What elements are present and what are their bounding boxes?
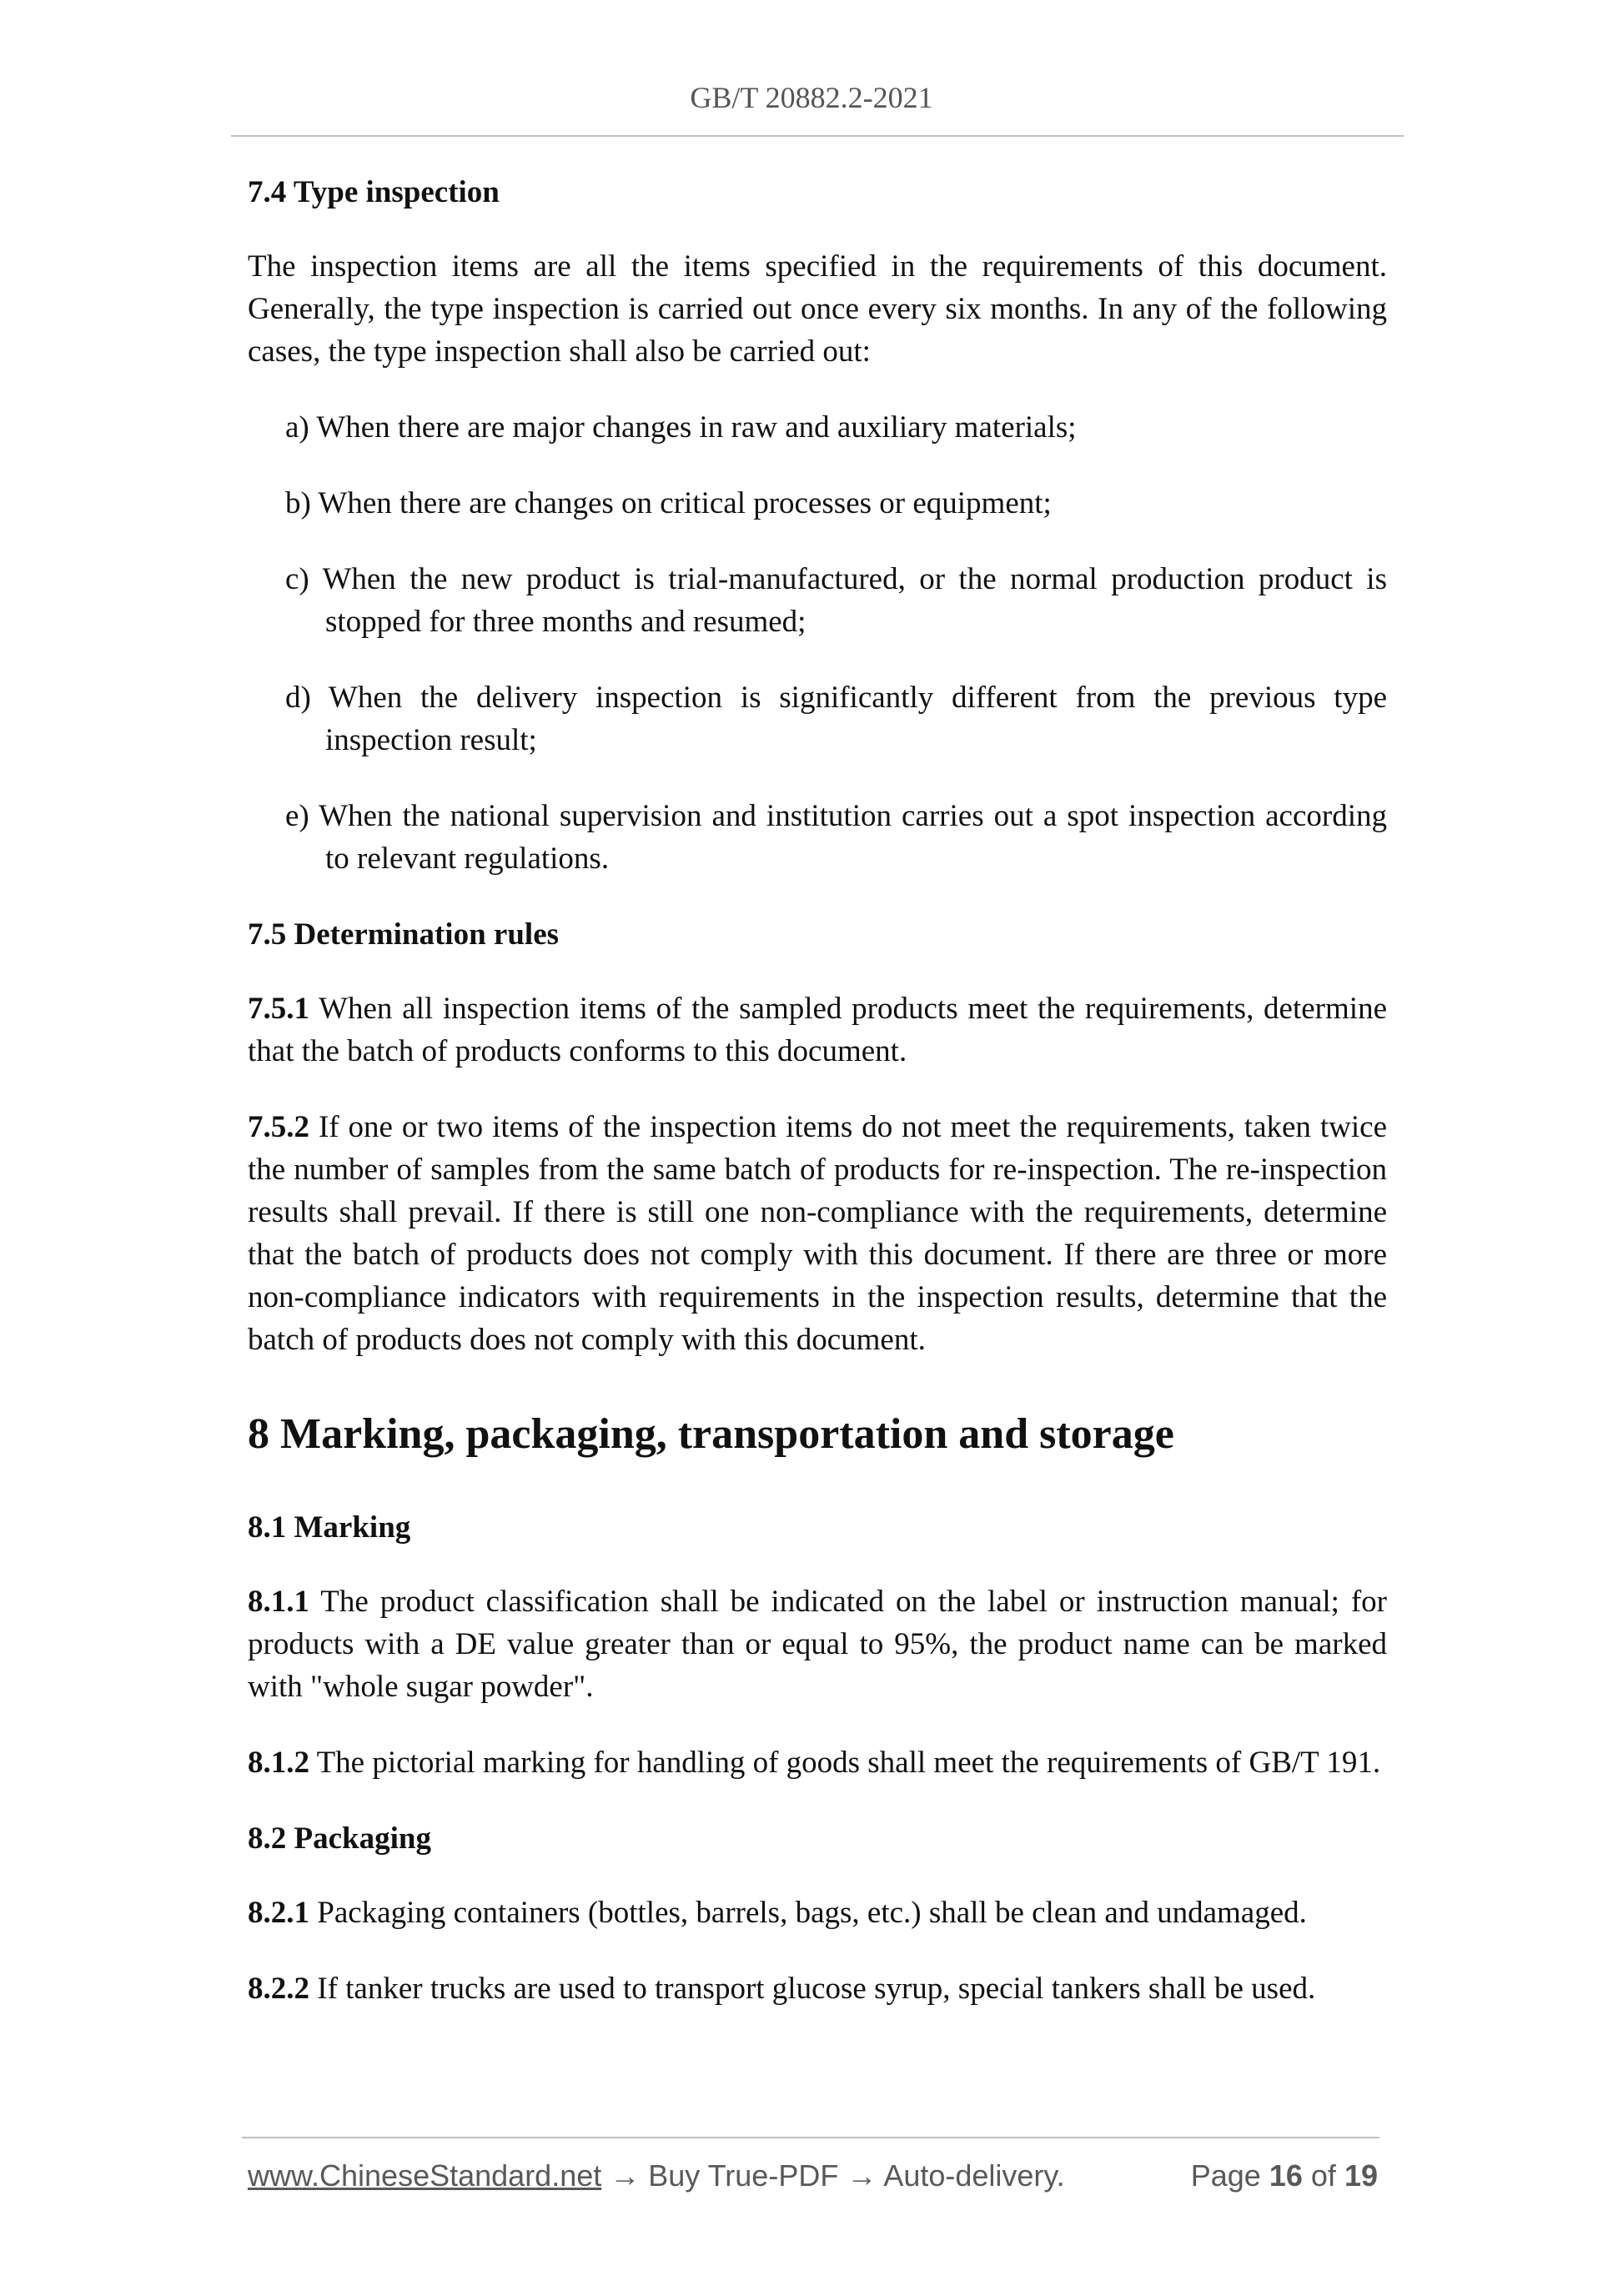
clause-8-1-1 <box>248 1580 1387 1708</box>
clause-7-5-1 <box>248 987 1387 1073</box>
chapter-8-heading: 8 Marking, packaging, transportation and storage <box>248 1410 1174 1458</box>
section-7-5-heading: 7.5 Determination rules <box>248 917 560 952</box>
clause-text: If one or two items of the inspection items do not meet the requirements, taken twice the number of samples from the same batch of products for re-inspection. The re-inspection results shall prevail. If there is still one non-compliance with the requirements, determine that the batch of products does not comply with this document. If there are three or more non-compliance indicators with requirements in the inspection results, determine that the batch of products does not comply with this document. <box>248 1110 1387 1357</box>
footer-tagline: → Buy True-PDF → Auto-delivery. <box>601 2158 1065 2193</box>
clause-number: 8.2.1 <box>248 1896 309 1930</box>
footer-divider <box>242 2137 1379 2138</box>
clause-number: 7.5.2 <box>248 1110 309 1144</box>
section-7-4-intro: The inspection items are all the items specified in the requirements of this document. Generally, the type inspection is carried out once every six months. In any of the following cases, the type inspection shall also be carried out: <box>248 249 1387 369</box>
section-7-4-heading: 7.4 Type inspection <box>248 175 500 209</box>
section-8-2-heading: 8.2 Packaging <box>248 1821 431 1856</box>
clause-8-2-1 <box>248 1892 1387 1934</box>
list-item: b) When there are changes on critical processes or equipment; <box>285 486 1052 520</box>
clause-number: 8.2.2 <box>248 1972 309 2006</box>
standard-code-header: GB/T 20882.2-2021 <box>690 81 933 114</box>
footer-promo <box>248 2158 1065 2193</box>
clause-8-2-2 <box>248 1967 1387 2010</box>
website-link[interactable]: www.ChineseStandard.net <box>248 2158 602 2193</box>
clause-number: 8.1.2 <box>248 1746 309 1780</box>
document-body <box>248 171 1387 2043</box>
clause-text: Packaging containers (bottles, barrels, bags, etc.) shall be clean and undamaged. <box>309 1896 1307 1930</box>
clause-text: The product classification shall be indicated on the label or instruction manual; for products with a DE value greater than or equal to 95%, the product name can be marked with "whole sugar powder". <box>248 1585 1387 1704</box>
clause-number: 8.1.1 <box>248 1585 309 1619</box>
page-indicator <box>1191 2158 1378 2193</box>
of-label: of <box>1310 2158 1336 2193</box>
list-item: c) When the new product is trial-manufactured, or the normal production product is stopped for three months and resumed; <box>285 562 1387 639</box>
section-8-1-heading: 8.1 Marking <box>248 1510 411 1545</box>
list-item: a) When there are major changes in raw and auxiliary materials; <box>285 410 1077 445</box>
clause-text: When all inspection items of the sampled products meet the requirements, determine that the batch of products conforms to this document. <box>248 992 1387 1068</box>
clause-number: 7.5.1 <box>248 992 309 1026</box>
list-item: e) When the national supervision and institution carries out a spot inspection according to relevant regulations. <box>285 799 1387 876</box>
list-item: d) When the delivery inspection is significantly different from the previous type inspection result; <box>285 681 1387 757</box>
page-footer <box>248 2158 1378 2200</box>
clause-text: If tanker trucks are used to transport glucose syrup, special tankers shall be used. <box>309 1972 1316 2006</box>
clause-8-1-2 <box>248 1741 1387 1784</box>
current-page-number: 16 <box>1269 2158 1303 2193</box>
header-divider <box>231 135 1404 137</box>
page-label: Page <box>1190 2158 1261 2193</box>
total-pages-number: 19 <box>1344 2158 1378 2193</box>
clause-text: The pictorial marking for handling of goods shall meet the requirements of GB/T 191. <box>309 1746 1381 1780</box>
clause-7-5-2 <box>248 1106 1387 1361</box>
